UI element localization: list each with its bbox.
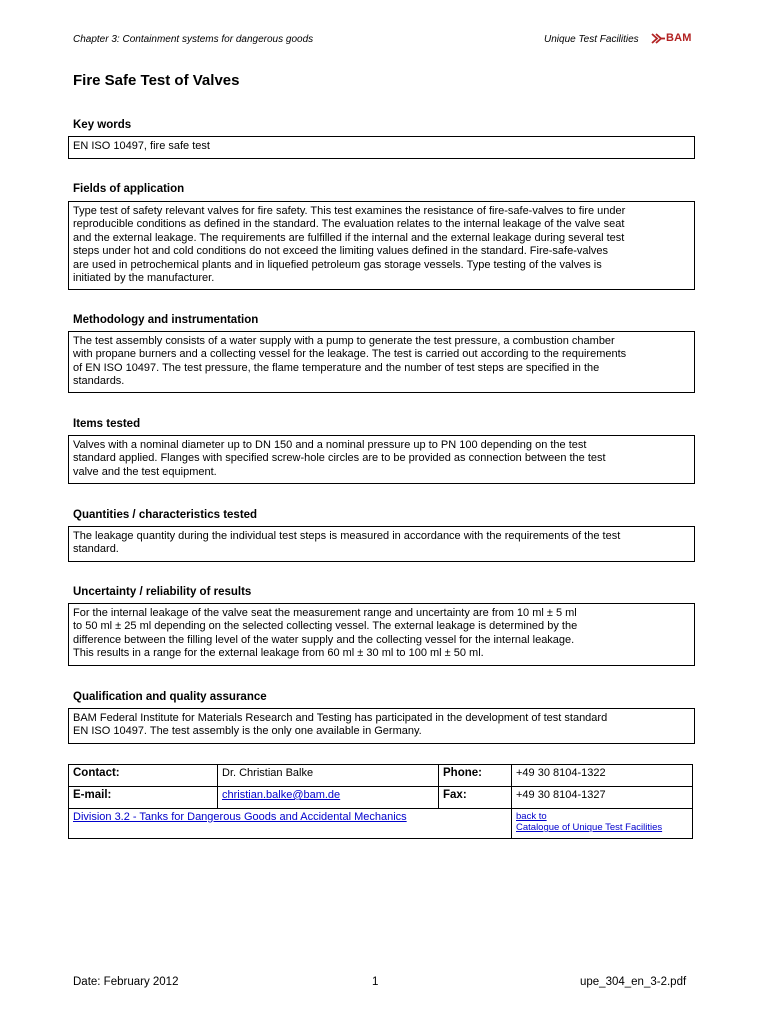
methodology-line: The test assembly consists of a water supply with a pump to generate the test pressure, a combustion chamber bbox=[73, 335, 615, 347]
uncertainty-line: This results in a range for the external leakage from 60 ml ± 30 ml to 100 ml ± 50 ml. bbox=[73, 647, 484, 660]
phone-number: +49 30 8104-1322 bbox=[512, 765, 693, 787]
bam-logo-icon bbox=[651, 33, 665, 44]
qualification-heading: Qualification and quality assurance bbox=[73, 691, 267, 703]
uncertainty-line: difference between the filling level of the water supply and the collecting vessel for the internal leakage. bbox=[73, 633, 575, 646]
fields-line: reproducible conditions as defined in the standard. The evaluation relates to the internal leakage of the valve seat bbox=[73, 218, 625, 231]
footer-filename: upe_304_en_3-2.pdf bbox=[580, 976, 687, 988]
email-link[interactable]: christian.balke@bam.de bbox=[222, 789, 341, 801]
items-line: valve and the test equipment. bbox=[73, 465, 217, 478]
division-cell bbox=[69, 809, 512, 839]
email-label: E-mail: bbox=[69, 787, 218, 809]
bam-logo bbox=[651, 32, 692, 44]
uncertainty-box bbox=[68, 603, 695, 666]
links-row bbox=[69, 809, 693, 839]
contact-name: Dr. Christian Balke bbox=[218, 765, 439, 787]
methodology-line: of EN ISO 10497. The test pressure, the flame temperature and the number of test steps are specified in the bbox=[73, 361, 600, 374]
contact-label: Contact: bbox=[69, 765, 218, 787]
quantities-box bbox=[68, 526, 695, 562]
contact-row bbox=[69, 765, 693, 787]
chapter-header: Chapter 3: Containment systems for dangerous goods bbox=[73, 34, 314, 45]
fields-line: initiated by the manufacturer. bbox=[73, 272, 215, 285]
uncertainty-heading: Uncertainty / reliability of results bbox=[73, 586, 252, 598]
catalogue-link[interactable]: Catalogue of Unique Test Facilities bbox=[516, 822, 663, 833]
fields-heading: Fields of application bbox=[73, 183, 185, 195]
fields-line: are used in petrochemical plants and in liquefied petroleum gas storage vessels. Type testing of the valves is bbox=[73, 258, 602, 271]
methodology-line: standards. bbox=[73, 375, 125, 388]
items-line: Valves with a nominal diameter up to DN 150 and a nominal pressure up to PN 100 depending on the test bbox=[73, 439, 587, 451]
methodology-box bbox=[68, 331, 695, 393]
phone-label: Phone: bbox=[439, 765, 512, 787]
page-title: Fire Safe Test of Valves bbox=[73, 72, 240, 89]
quantities-heading: Quantities / characteristics tested bbox=[73, 509, 258, 521]
qualification-line: BAM Federal Institute for Materials Research and Testing has participated in the development of test standard bbox=[73, 712, 608, 724]
contact-table bbox=[68, 764, 693, 839]
page-number: 1 bbox=[372, 976, 379, 988]
methodology-heading: Methodology and instrumentation bbox=[73, 314, 259, 326]
fields-line: Type test of safety relevant valves for fire safety. This test examines the resistance of fire-safe-valves to fire under bbox=[73, 205, 626, 217]
qualification-line: EN ISO 10497. The test assembly is the only one available in Germany. bbox=[73, 725, 422, 738]
methodology-line: with propane burners and a collecting vessel for the leakage. The test is carried out according to the requirements bbox=[73, 348, 627, 361]
email-cell bbox=[218, 787, 439, 809]
key-words-heading: Key words bbox=[73, 119, 132, 131]
key-words-text: EN ISO 10497, fire safe test bbox=[73, 140, 210, 152]
fields-line: and the external leakage. The requirements are fulfilled if the internal and the external leakage during several test bbox=[73, 231, 625, 244]
facility-header: Unique Test Facilities bbox=[544, 34, 639, 45]
uncertainty-line: to 50 ml ± 25 ml depending on the selected collecting vessel. The external leakage is determined by the bbox=[73, 620, 578, 633]
key-words-box bbox=[68, 136, 695, 159]
quantities-line: standard. bbox=[73, 543, 119, 556]
bam-logo-text: BAM bbox=[666, 32, 692, 44]
division-link[interactable]: Division 3.2 - Tanks for Dangerous Goods and Accidental Mechanics bbox=[73, 811, 407, 823]
fields-box bbox=[68, 201, 695, 290]
email-row bbox=[69, 787, 693, 809]
uncertainty-line: For the internal leakage of the valve seat the measurement range and uncertainty are from 10 ml ± 5 ml bbox=[73, 607, 577, 619]
fax-number: +49 30 8104-1327 bbox=[512, 787, 693, 809]
fields-line: steps under hot and cold conditions do not exceed the limiting values defined in the standard. Fire-safe-valves bbox=[73, 245, 609, 258]
items-heading: Items tested bbox=[73, 418, 141, 430]
items-line: standard applied. Flanges with specified screw-hole circles are to be provided as connection between the test bbox=[73, 452, 606, 465]
back-link-cell bbox=[512, 809, 693, 839]
qualification-box bbox=[68, 708, 695, 744]
footer-date: Date: February 2012 bbox=[73, 976, 179, 988]
back-to-link[interactable]: back to bbox=[516, 811, 547, 822]
items-box bbox=[68, 435, 695, 484]
quantities-line: The leakage quantity during the individual test steps is measured in accordance with the requirements of the test bbox=[73, 530, 621, 542]
fax-label: Fax: bbox=[439, 787, 512, 809]
